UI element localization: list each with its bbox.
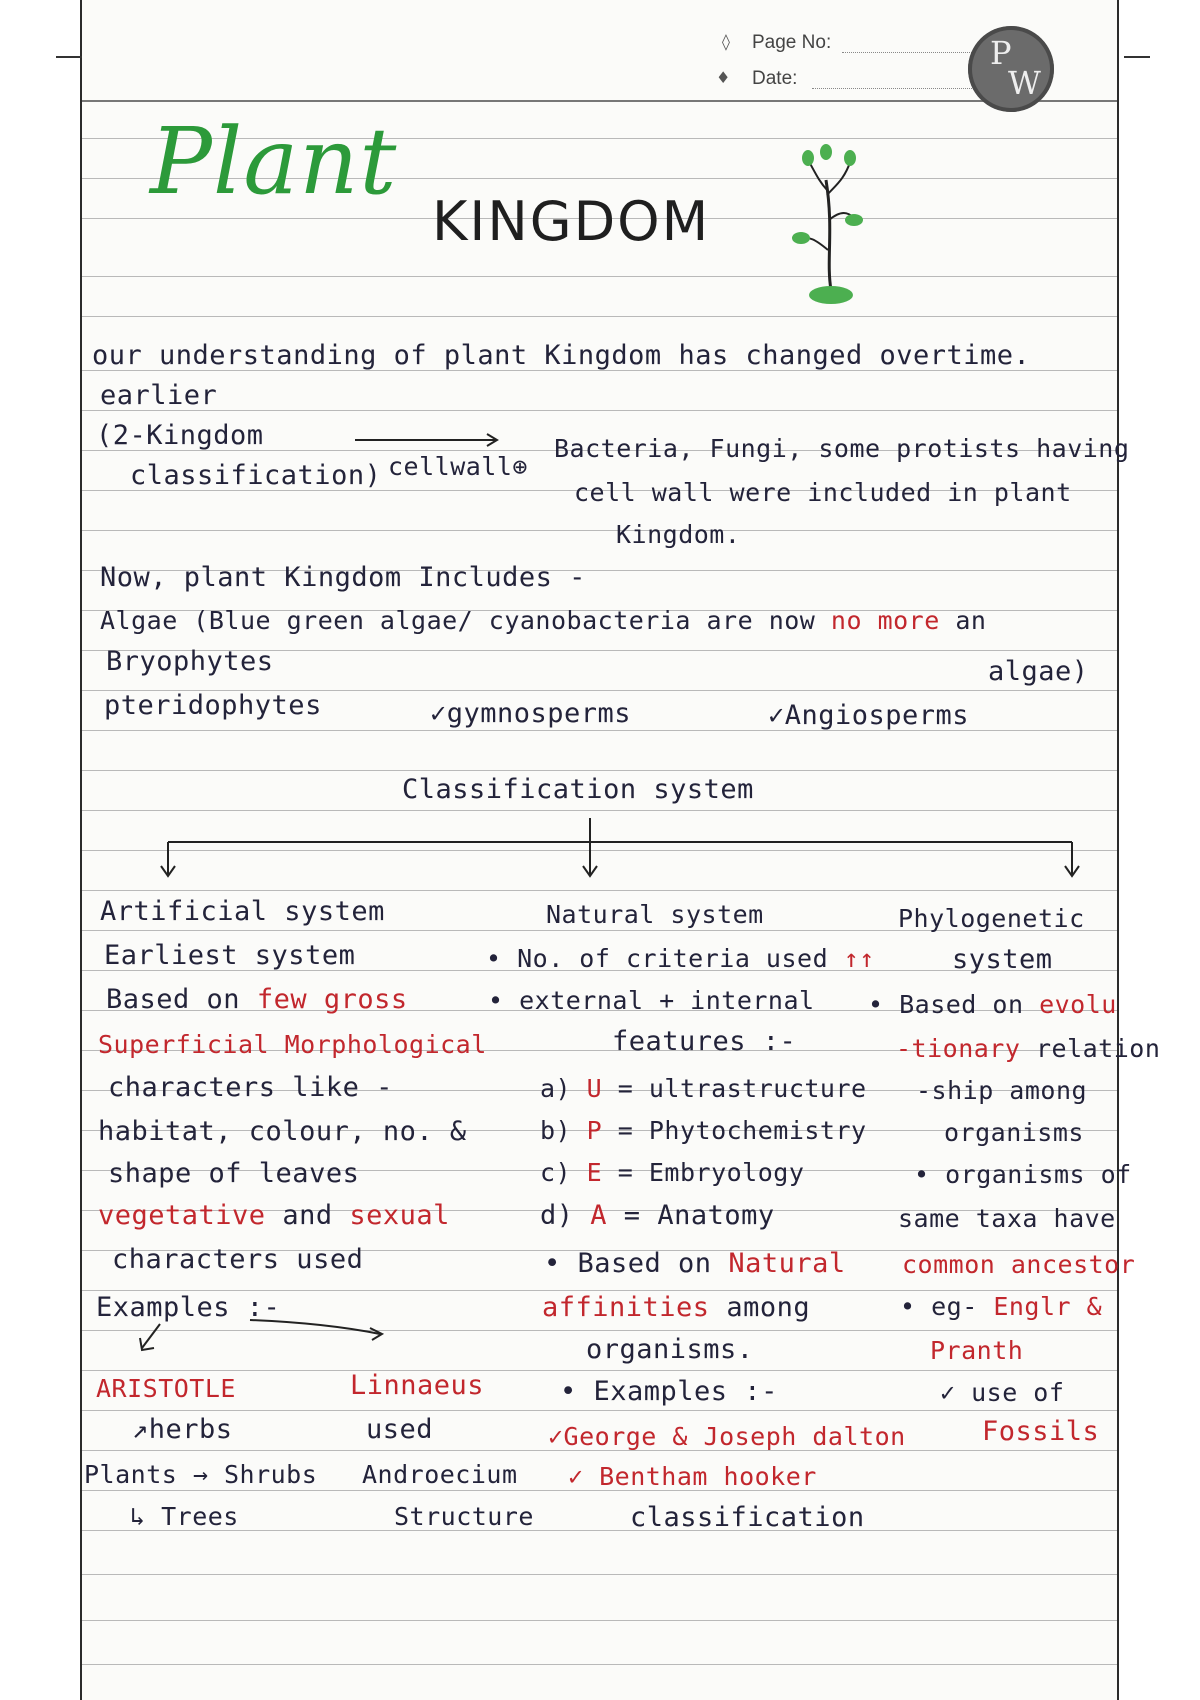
natural-c-prefix: c) (540, 1158, 587, 1187)
natural-line10a: affinities (542, 1292, 710, 1323)
logo-letter-p: P (990, 34, 1012, 72)
now-algae-line (100, 606, 986, 635)
natural-line10b: among (709, 1292, 811, 1323)
natural-line9b: Natural (728, 1248, 846, 1279)
diamond-icon: ◊ (722, 32, 730, 51)
rule-line (82, 410, 1117, 411)
natural-b-text: = Phytochemistry (602, 1116, 867, 1145)
now-heading: Now, plant Kingdom Includes - (100, 562, 586, 593)
natural-line-d (540, 1200, 775, 1231)
natural-line9 (544, 1248, 846, 1279)
now-angiosperms: ✓Angiosperms (768, 700, 970, 731)
date-label: Date: (752, 68, 798, 89)
page-no-label: Page No: (752, 32, 832, 53)
rule-line (82, 890, 1117, 891)
rule-line (82, 1290, 1117, 1291)
intro-two-kingdom: (2-Kingdom (96, 420, 264, 451)
rule-line (82, 1620, 1117, 1621)
rule-line (82, 1574, 1117, 1575)
natural-line3: • external + internal (488, 986, 815, 1015)
right-margin-dash (1124, 56, 1150, 58)
artificial-line10: Examples :- (96, 1292, 281, 1323)
intro-earlier: earlier (100, 380, 218, 411)
intro-line1: our understanding of plant Kingdom has changed overtime. (92, 340, 1031, 371)
artificial-line5: characters like - (108, 1072, 393, 1103)
natural-line4: features :- (612, 1026, 797, 1057)
artificial-line3a: Based on (106, 984, 257, 1015)
logo-letter-w: W (1008, 64, 1041, 102)
rule-line (82, 770, 1117, 771)
phylo-line10 (900, 1292, 1102, 1321)
natural-line13: ✓George & Joseph dalton (548, 1422, 906, 1451)
date-line (812, 88, 982, 89)
rule-line (82, 530, 1117, 531)
natural-line2a: • No. of criteria used (486, 944, 844, 973)
phylo-line10b: Englr & (993, 1292, 1103, 1321)
artificial-androecium: Androecium (362, 1460, 518, 1489)
phylo-line2: system (952, 944, 1053, 975)
artificial-line2: Earliest system (104, 940, 356, 971)
header-rule (82, 100, 1117, 102)
plant-icon (786, 140, 876, 310)
intro-bacteria-line1: Bacteria, Fungi, some protists having (554, 434, 1130, 463)
artificial-plants-shrubs: Plants → Shrubs (84, 1460, 318, 1489)
now-pteridophytes: pteridophytes (104, 690, 322, 721)
artificial-herbs: ↗herbs (132, 1414, 233, 1445)
rule-line (82, 316, 1117, 317)
phylo-line4 (896, 1034, 1160, 1063)
natural-line2 (486, 944, 875, 973)
natural-b-letter: P (586, 1116, 603, 1145)
classification-title: Classification system (402, 774, 754, 805)
phylo-line11: Pranth (930, 1336, 1024, 1365)
rule-line (82, 1410, 1117, 1411)
title-plant: Plant (150, 108, 398, 215)
rule-line (82, 276, 1117, 277)
phylo-line3a: • Based on (868, 990, 1040, 1019)
artificial-aristotle: ARISTOTLE (96, 1374, 236, 1403)
artificial-trees: ↳ Trees (130, 1502, 239, 1531)
natural-a-prefix: a) (540, 1074, 587, 1103)
natural-line-a (540, 1074, 867, 1103)
natural-line-c (540, 1158, 804, 1187)
phylo-line6: organisms (944, 1118, 1084, 1147)
phylo-line10a: • eg- (900, 1292, 994, 1321)
phylo-line3 (868, 990, 1117, 1019)
artificial-structure: Structure (394, 1502, 534, 1531)
natural-line-b (540, 1116, 867, 1145)
artificial-line3b: few gross (256, 984, 408, 1015)
artificial-title: Artificial system (100, 896, 385, 927)
now-gymnosperms: ✓gymnosperms (430, 698, 632, 729)
natural-d-text: = Anatomy (607, 1200, 775, 1231)
artificial-line7: shape of leaves (108, 1158, 360, 1189)
intro-bacteria-line2: cell wall were included in plant (574, 478, 1072, 507)
now-algae-prefix: Algae (Blue green algae/ cyanobacteria are now (100, 606, 831, 635)
natural-line2b: ↑↑ (843, 944, 875, 973)
natural-line9a: • Based on (544, 1248, 729, 1279)
natural-a-text: = ultrastructure (602, 1074, 867, 1103)
phylo-line13: Fossils (982, 1416, 1100, 1447)
arrow-right-icon (355, 430, 505, 450)
artificial-line3 (106, 984, 408, 1015)
natural-b-prefix: b) (540, 1116, 587, 1145)
natural-line11: organisms. (586, 1334, 754, 1365)
artificial-linnaeus: Linnaeus (350, 1370, 485, 1401)
artificial-line8 (98, 1200, 450, 1231)
phylo-title: Phylogenetic (898, 904, 1085, 933)
phylo-line8: same taxa have (898, 1204, 1116, 1233)
intro-classification: classification) (130, 460, 382, 491)
now-algae-close: algae) (988, 656, 1089, 687)
natural-line12: • Examples :- (560, 1376, 778, 1407)
rule-line (82, 1370, 1117, 1371)
natural-line10 (542, 1292, 810, 1323)
artificial-line4: Superficial Morphological (98, 1030, 487, 1059)
title-kingdom: KINGDOM (432, 190, 711, 253)
cellwall-label: cellwall⊕ (388, 452, 528, 481)
now-algae-red: no more (830, 606, 940, 635)
intro-bacteria-line3: Kingdom. (616, 520, 741, 549)
rule-line (82, 1664, 1117, 1665)
natural-title: Natural system (546, 900, 764, 929)
page-right-edge (1117, 0, 1119, 1700)
natural-d-letter: A (590, 1200, 608, 1231)
artificial-line8a: vegetative (98, 1200, 266, 1231)
artificial-line8c: sexual (349, 1200, 450, 1231)
now-bryophytes: Bryophytes (106, 646, 274, 677)
natural-line14: ✓ Bentham hooker (568, 1462, 817, 1491)
phylo-line7: • organisms of (914, 1160, 1132, 1189)
artificial-line9: characters used (112, 1244, 364, 1275)
natural-c-text: = Embryology (602, 1158, 805, 1187)
artificial-used: used (366, 1414, 434, 1445)
phylo-line3b: evolu (1039, 990, 1117, 1019)
natural-d-prefix: d) (540, 1200, 591, 1231)
phylo-line4a: -tionary (896, 1034, 1021, 1063)
artificial-line6: habitat, colour, no. & (98, 1116, 467, 1147)
natural-c-letter: E (586, 1158, 603, 1187)
classification-tree (150, 808, 1090, 888)
phylo-line9: common ancestor (902, 1250, 1136, 1279)
phylo-line5: -ship among (916, 1076, 1088, 1105)
artificial-line8b: and (265, 1200, 350, 1231)
natural-line15: classification (630, 1502, 865, 1533)
page-no-line (842, 52, 982, 53)
now-algae-suffix: an (939, 606, 987, 635)
left-margin-dash (56, 56, 82, 58)
examples-arrows (130, 1318, 390, 1358)
pw-logo (968, 26, 1054, 112)
phylo-line4b: relation (1020, 1034, 1161, 1063)
phylo-line12: ✓ use of (940, 1378, 1065, 1407)
diamond-icon: ♦ (716, 68, 731, 87)
natural-a-letter: U (586, 1074, 603, 1103)
